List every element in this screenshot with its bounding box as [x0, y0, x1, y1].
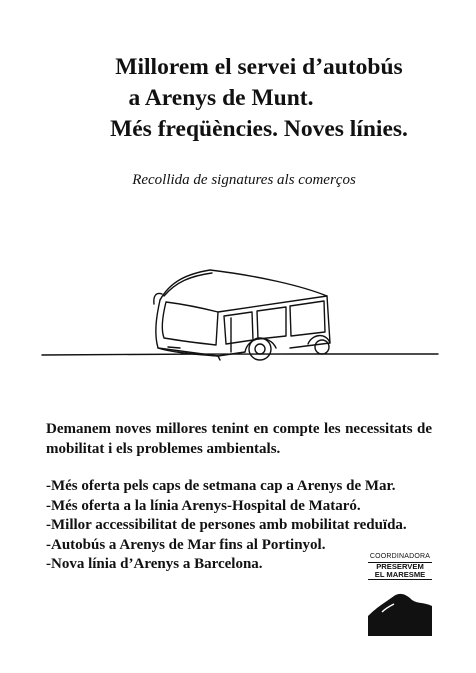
logo-name: PRESERVEM EL MARESME — [368, 562, 432, 580]
list-item: -Més oferta pels caps de setmana cap a Arenys de Mar. — [46, 478, 396, 494]
bus-line-drawing-icon — [40, 248, 440, 378]
title-line-1: Millorem el servei d’autobús — [115, 54, 403, 80]
logo-org-text: COORDINADORA — [369, 553, 431, 560]
list-item: -Nova línia d’Arenys a Barcelona. — [46, 556, 263, 572]
title-line-3: Més freqüències. Noves línies. — [110, 116, 408, 142]
coastline-hills-icon — [368, 582, 432, 636]
list-item: -Més oferta a la línia Arenys-Hospital de Mataró. — [46, 497, 361, 514]
page-title — [0, 52, 476, 145]
coordinadora-logo — [368, 553, 432, 635]
list-item: -Autobús a Arenys de Mar fins al Portinyol. — [46, 536, 326, 553]
intro-paragraph: Demanem noves millores tenint en compte les necessitats de mobilitat i els problemes ambientals. — [46, 421, 432, 457]
title-line-2: a Arenys de Munt. — [128, 85, 314, 111]
body-text — [46, 420, 432, 575]
page-subtitle: Recollida de signatures als comerços — [132, 172, 356, 188]
list-item: -Millor accessibilitat de persones amb mobilitat reduïda. — [46, 517, 407, 533]
